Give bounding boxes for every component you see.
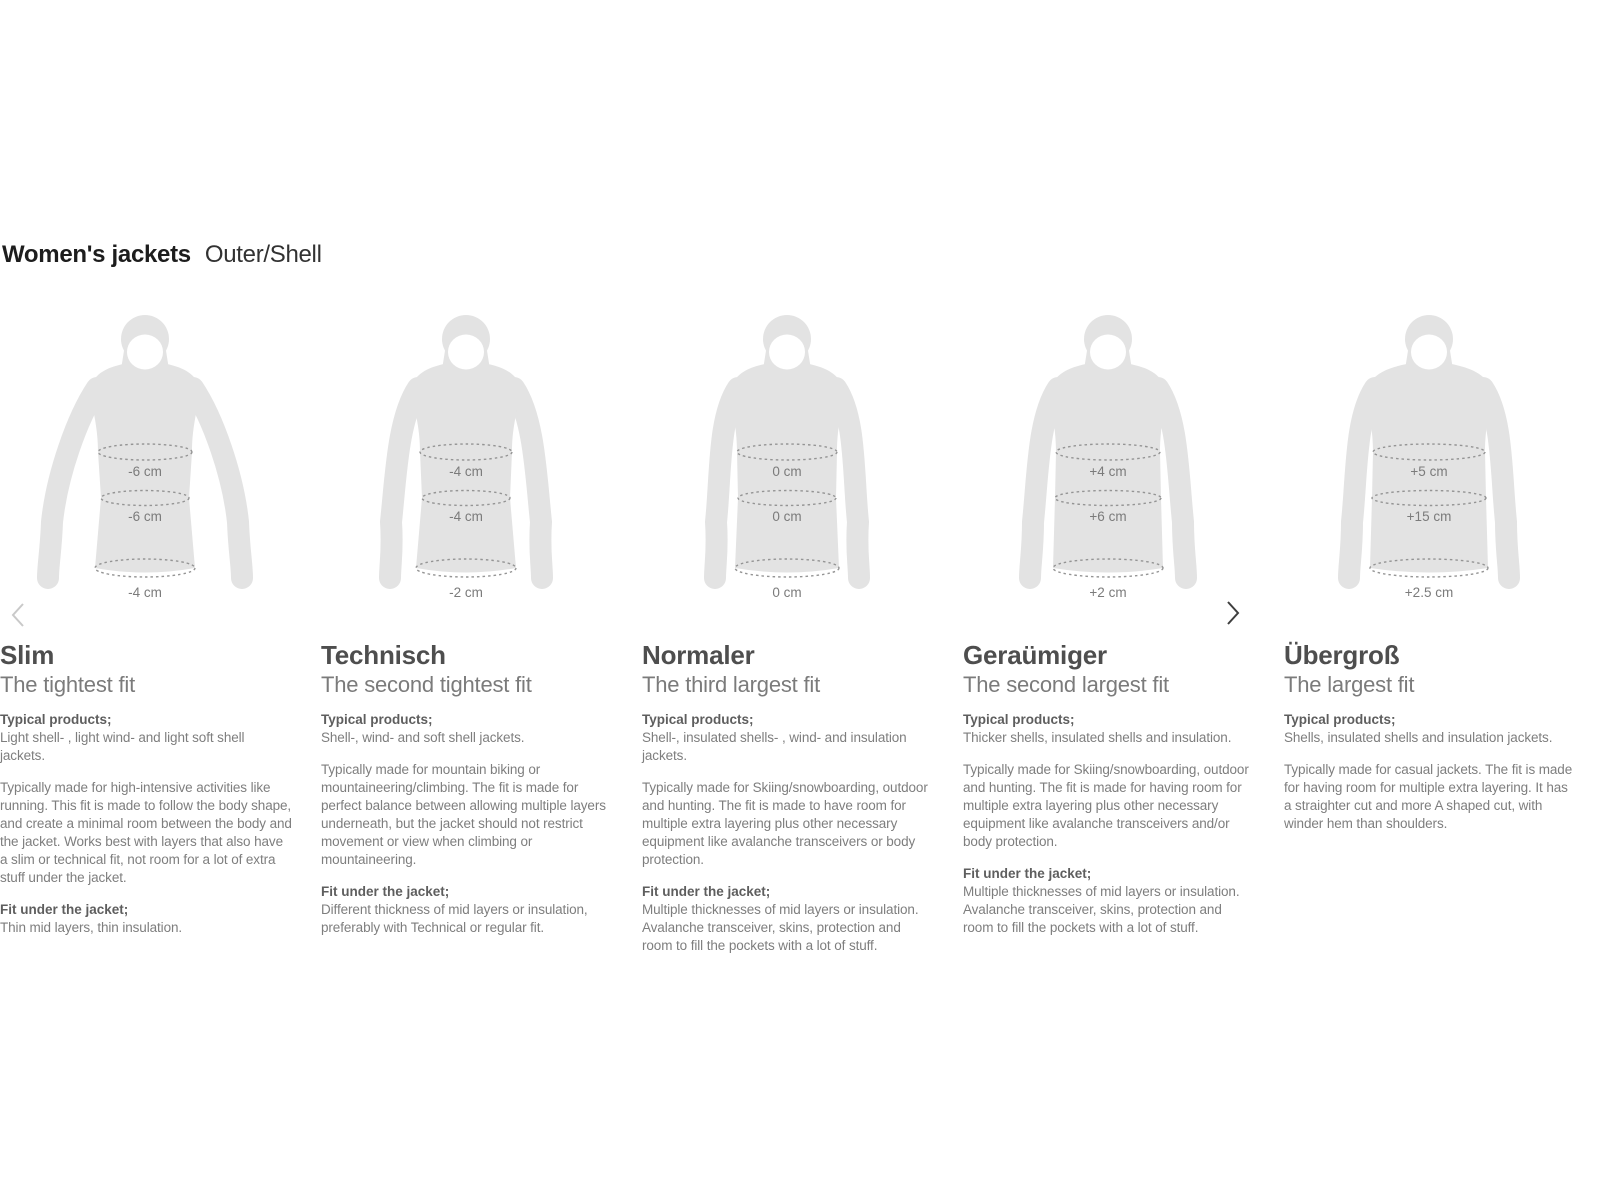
typical-products-text: Shell-, insulated shells- , wind- and insulation jackets. (642, 730, 907, 763)
typical-products-label: Typical products; (1284, 712, 1396, 727)
carousel-next-button[interactable] (1220, 597, 1246, 629)
fit-tagline: The third largest fit (642, 672, 820, 697)
measurement-chest-label: 0 cm (772, 464, 802, 479)
page-header (2, 241, 322, 269)
measurement-hem-label: +2 cm (1089, 585, 1127, 600)
fit-tagline: The largest fit (1284, 672, 1415, 697)
category-label: Outer/Shell (204, 241, 322, 268)
typical-products-text: Shell-, wind- and soft shell jackets. (321, 730, 525, 745)
fit-description: Typically made for casual jackets. The fit is made for having room for multiple extra layering. It has a straighter cut and more A shaped cut, with winder hem than shoulders. (1284, 762, 1573, 831)
fit-under-label: Fit under the jacket; (321, 884, 450, 899)
fit-name: Slim (0, 640, 55, 670)
typical-products-text: Thicker shells, insulated shells and insulation. (963, 730, 1232, 745)
measurement-waist-label: -6 cm (128, 509, 162, 524)
fit-column-technisch (321, 310, 642, 955)
measurement-waist-label: 0 cm (772, 509, 802, 524)
fit-column-geraumiger (963, 310, 1284, 955)
fit-description: Typically made for mountain biking or mountaineering/climbing. The fit is made for perfect balance between allowing multiple layers underneath, but the jacket should not restrict movement or view when climbing or mountaineering. (321, 762, 606, 867)
measurement-chest-label: +4 cm (1089, 464, 1127, 479)
typical-products-label: Typical products; (963, 712, 1075, 727)
fit-under-text: Multiple thicknesses of mid layers or insulation. Avalanche transceiver, skins, protection and room to fill the pockets with a lot of stuff. (963, 884, 1240, 935)
typical-products-text: Light shell- , light wind- and light soft shell jackets. (0, 730, 245, 763)
typical-products-label: Typical products; (642, 712, 754, 727)
fit-name: Normaler (642, 640, 755, 670)
measurement-hem-label: +2.5 cm (1404, 585, 1454, 600)
jacket-silhouette-icon (667, 310, 907, 610)
jacket-silhouette-icon (346, 310, 586, 610)
jacket-silhouette-icon (25, 310, 265, 610)
jacket-silhouette-icon (1309, 310, 1549, 610)
jacket-figure (25, 310, 265, 610)
typical-products-label: Typical products; (0, 712, 112, 727)
fit-description: Typically made for Skiing/snowboarding, outdoor and hunting. The fit is made for having room for multiple extra layering plus other necessary equipment like avalanche transceivers and/or body protection. (963, 762, 1249, 849)
jacket-figure (988, 310, 1228, 610)
jacket-figure (667, 310, 907, 610)
fit-description: Typically made for high-intensive activities like running. This fit is made to follow the body shape, and create a minimal room between the body and the jacket. Works best with layers that also have a slim or technical fit, not room for a lot of extra stuff under the jacket. (0, 780, 292, 885)
fit-under-text: Different thickness of mid layers or insulation, preferably with Technical or regular fit. (321, 902, 588, 935)
measurement-chest-label: -6 cm (128, 464, 162, 479)
jacket-figure (346, 310, 586, 610)
measurement-chest-label: -4 cm (449, 464, 483, 479)
fit-carousel (0, 310, 1600, 955)
measurement-hem-label: -4 cm (128, 585, 162, 600)
measurement-waist-label: +6 cm (1089, 509, 1127, 524)
fit-under-label: Fit under the jacket; (0, 902, 129, 917)
fit-tagline: The tightest fit (0, 672, 135, 697)
chevron-left-icon (10, 602, 26, 628)
page-title: Women's jackets (2, 241, 191, 268)
fit-name: Übergroß (1284, 640, 1400, 670)
typical-products-label: Typical products; (321, 712, 433, 727)
fit-under-label: Fit under the jacket; (963, 866, 1092, 881)
carousel-prev-button[interactable] (5, 599, 31, 631)
typical-products-text: Shells, insulated shells and insulation jackets. (1284, 730, 1553, 745)
measurement-chest-label: +5 cm (1410, 464, 1448, 479)
chevron-right-icon (1225, 600, 1241, 626)
measurement-waist-label: +15 cm (1406, 509, 1452, 524)
fit-tagline: The second largest fit (963, 672, 1169, 697)
jacket-figure (1309, 310, 1549, 610)
measurement-waist-label: -4 cm (449, 509, 483, 524)
fit-tagline: The second tightest fit (321, 672, 532, 697)
fit-column-normaler (642, 310, 963, 955)
fit-under-label: Fit under the jacket; (642, 884, 771, 899)
fit-description: Typically made for Skiing/snowboarding, outdoor and hunting. The fit is made to have room for multiple extra layering plus other necessary equipment like avalanche transceivers or body protection. (642, 780, 928, 867)
fit-under-text: Thin mid layers, thin insulation. (0, 920, 183, 935)
measurement-hem-label: -2 cm (449, 585, 483, 600)
measurement-hem-label: 0 cm (772, 585, 802, 600)
fit-under-text: Multiple thicknesses of mid layers or insulation. Avalanche transceiver, skins, protection and room to fill the pockets with a lot of stuff. (642, 902, 919, 953)
fit-name: Technisch (321, 640, 446, 670)
jacket-silhouette-icon (988, 310, 1228, 610)
fit-column-slim (0, 310, 321, 955)
fit-column-ubergross (1284, 310, 1600, 955)
fit-name: Geraümiger (963, 640, 1107, 670)
